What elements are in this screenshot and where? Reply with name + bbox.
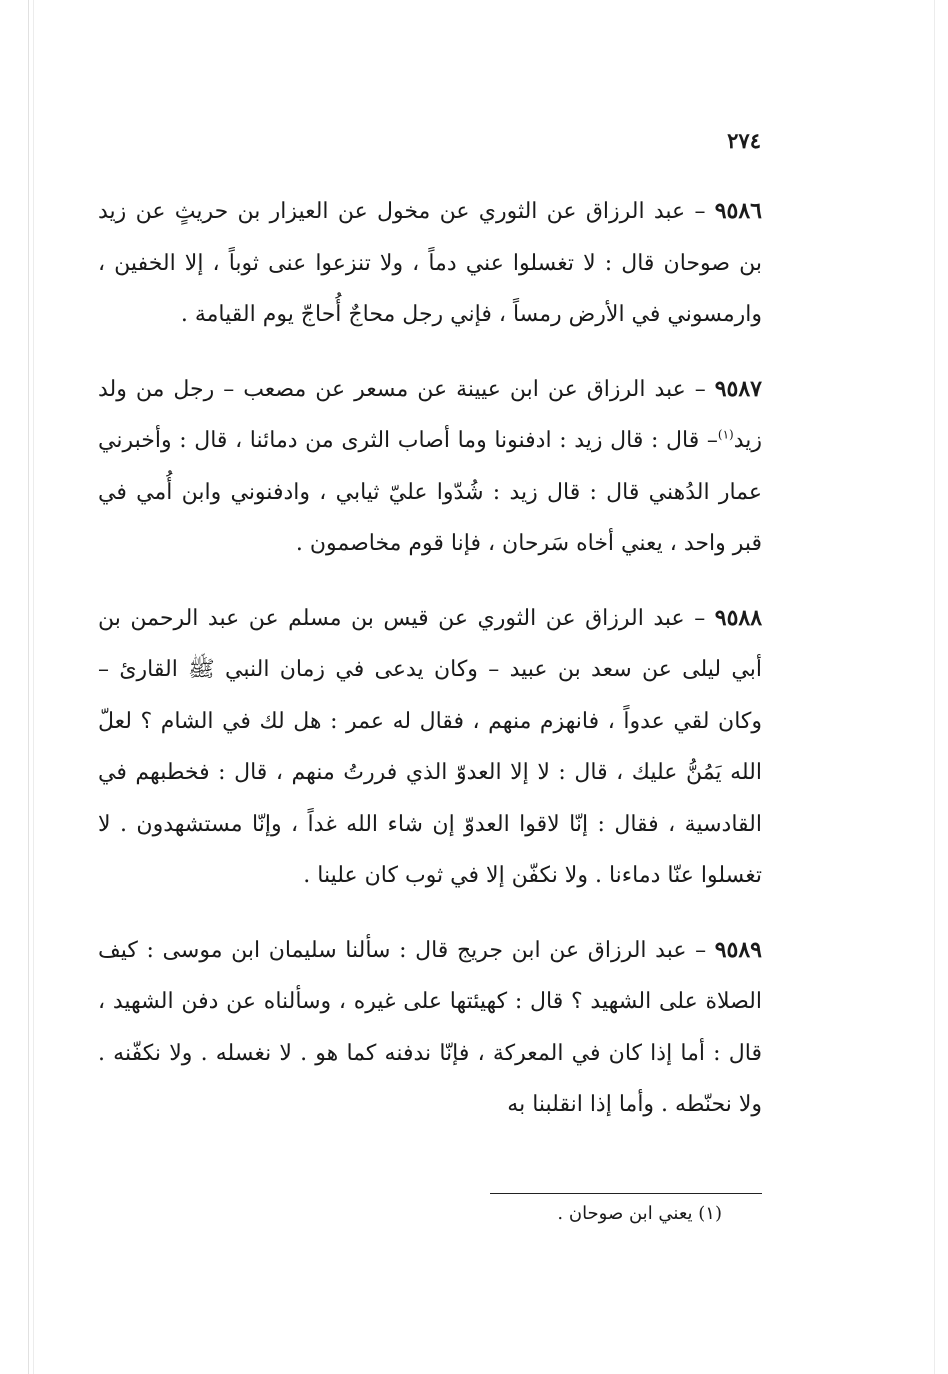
hadith-paragraph bbox=[98, 186, 762, 341]
scan-edge-left-inner bbox=[33, 0, 34, 1374]
hadith-text: – عبد الرزاق عن الثوري عن قيس بن مسلم عن عبد الرحمن بن أبي ليلى عن سعد بن عبيد – وكان يدعى في زمان النبي ﷺ القارئ – وكان لقي عدواً ، فانهزم منهم ، فقال له عمر : هل لك في الشام ؟ لعلّ الله يَمُنُّ عليك ، قال : لا إلا العدوّ الذي فررتُ منهم ، قال : فخطبهم في القادسية ، فقال : إنّا لاقوا العدوّ إن شاء الله غداً ، وإنّا مستشهدون . لا تغسلوا عنّا دماءنا . ولا نكفّن إلا في ثوب كان علينا . bbox=[98, 605, 762, 888]
hadith-paragraph bbox=[98, 925, 762, 1131]
footnote-reference[interactable]: (١) bbox=[717, 427, 734, 442]
footnote-divider bbox=[490, 1193, 762, 1194]
hadith-text: – عبد الرزاق عن الثوري عن مخول عن العيزار بن حريثٍ عن زيد بن صوحان قال : لا تغسلوا عني دماً ، ولا تنزعوا عنى ثوباً ، إلا الخفين ، وارمسوني في الأرض رمساً ، فإني رجل محاجٌ أُحاجّ يوم القيامة . bbox=[98, 199, 762, 327]
hadith-text-continued: – قال : قال زيد : ادفنونا وما أصاب الثرى من دمائنا ، قال : وأخبرني عمار الدُهني قال : قال زيد : شُدّوا عليّ ثيابي ، وادفنوني وابن أُمي في قبر واحد ، يعني أخاه سَرحان ، فإنا قوم مخاصمون . bbox=[98, 428, 762, 556]
hadith-paragraph bbox=[98, 364, 762, 570]
hadith-text: – عبد الرزاق عن ابن جريج قال : سألنا سليمان ابن موسى : كيف الصلاة على الشهيد ؟ قال : كهيئتها على غيره ، وسألناه عن دفن الشهيد ، قال : أما إذا كان في المعركة ، فإنّا ندفنه كما هو . لا نغسله . ولا نكفّنه . ولا نحنّطه . وأما إذا انقلبنا به bbox=[98, 937, 762, 1117]
scan-edge-left bbox=[28, 0, 29, 1374]
hadith-number: ٩٥٨٧ bbox=[714, 375, 762, 402]
hadith-text: – عبد الرزاق عن ابن عيينة عن مسعر عن مصعب – رجل من ولد زيد bbox=[98, 376, 762, 453]
page-number: ٢٧٤ bbox=[727, 128, 761, 153]
main-text bbox=[98, 186, 762, 1154]
hadith-paragraph bbox=[98, 593, 762, 902]
hadith-number: ٩٥٨٨ bbox=[714, 604, 763, 631]
footnote: (١) يعني ابن صوحان . bbox=[557, 1203, 722, 1224]
hadith-number: ٩٥٨٦ bbox=[714, 198, 762, 224]
hadith-number: ٩٥٨٩ bbox=[714, 936, 762, 963]
scan-edge-right bbox=[934, 0, 935, 1374]
